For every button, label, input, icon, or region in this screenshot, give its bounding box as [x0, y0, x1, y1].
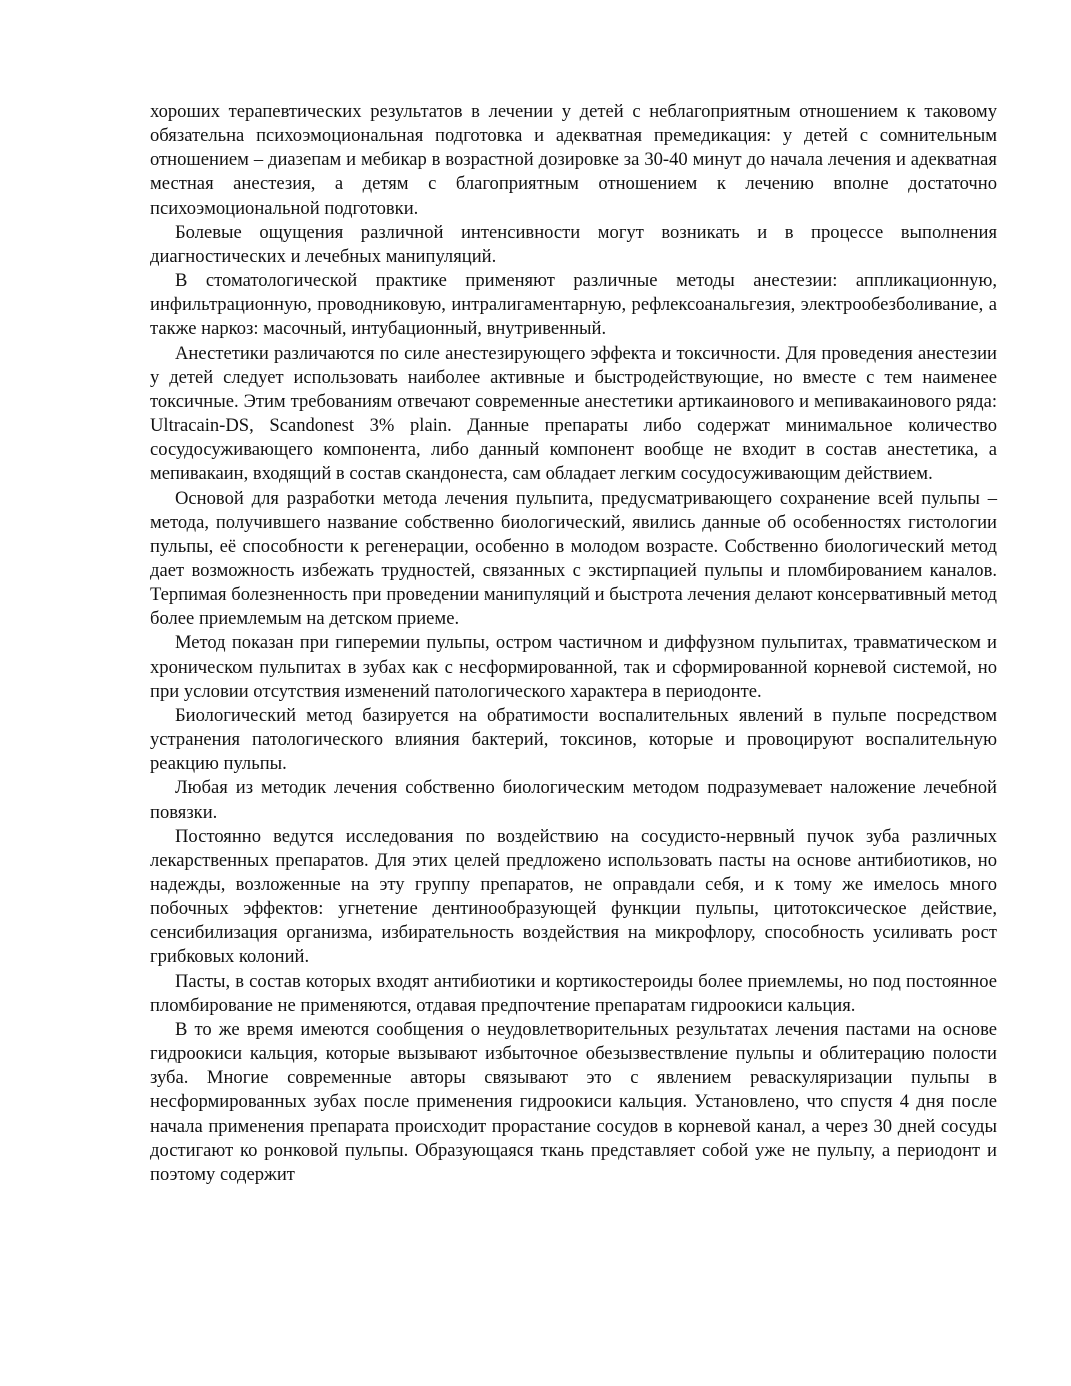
paragraph-8: Любая из методик лечения собственно биологическим методом подразумевает наложение лечебной повязки.	[150, 777, 997, 823]
paragraph-10: Пасты, в состав которых входят антибиотики и кортикостероиды более приемлемы, но под постоянное пломбирование не применяются, отдавая предпочтение препаратам гидроокиси кальция.	[150, 970, 997, 1016]
paragraph-3: В стоматологической практике применяют различные методы анестезии: аппликационную, инфильтрационную, проводниковую, интралигаментарную, рефлексоанальгезия, электрообезболивание, а также наркоз: масочный, интубационный, внутривенный.	[150, 270, 997, 340]
paragraph-6: Метод показан при гиперемии пульпы, остром частичном и диффузном пульпитах, травматическом и хроническом пульпитах в зубах как с несформированной, так и сформированной корневой системой, но при условии отсутствия изменений патологического характера в периодонте.	[150, 632, 997, 702]
paragraph-2: Болевые ощущения различной интенсивности могут возникать и в процессе выполнения диагностических и лечебных манипуляций.	[150, 221, 997, 267]
document-page	[150, 100, 997, 1187]
paragraph-11: В то же время имеются сообщения о неудовлетворительных результатах лечения пастами на основе гидроокиси кальция, которые вызывают избыточное обезызвествление пульпы и облитерацию полости зуба. Многие современные авторы связывают это с явлением реваскуляризации пульпы в несформированных зубах после применения гидроокиси кальция. Установлено, что спустя 4 дня после начала применения препарата происходит прорастание сосудов в корневой канал, а через 30 дней сосуды достигают ко ронковой пульпы. Образующаяся ткань представляет собой уже не пульпу, а периодонт и поэтому содержит	[150, 1018, 997, 1185]
paragraph-1: хороших терапевтических результатов в лечении у детей с неблагоприятным отношением к таковому обязательна психоэмоциональная подготовка и адекватная премедикация: у детей с сомнительным отношением – диазепам и мебикар в возрастной дозировке за 30-40 минут до начала лечения и адекватная местная анестезия, а детям с благоприятным отношением к лечению вполне достаточно психоэмоциональной подготовки.	[150, 101, 997, 219]
paragraph-4: Анестетики различаются по силе анестезирующего эффекта и токсичности. Для проведения анестезии у детей следует использовать наиболее активные и быстродействующие, но вместе с тем наименее токсичные. Этим требованиям отвечают современные анестетики артикаинового и мепивакаинового ряда: Ultracain-DS, Scandonest 3% plain. Данные препараты либо содержат минимальное количество сосудосуживающего компонента, либо данный компонент вообще не входит в состав анестетика, а мепивакаин, входящий в состав скандонеста, сам обладает легким сосудосуживающим действием.	[150, 342, 997, 485]
paragraph-5: Основой для разработки метода лечения пульпита, предусматривающего сохранение всей пульпы – метода, получившего название собственно биологический, явились данные об особенностях гистологии пульпы, её способности к регенерации, особенно в молодом возрасте. Собственно биологический метод дает возможность избежать трудностей, связанных с экстирпацией пульпы и пломбированием каналов. Терпимая болезненность при проведении манипуляций и быстрота лечения делают консервативный метод более приемлемым на детском приеме.	[150, 487, 997, 630]
paragraph-7: Биологический метод базируется на обратимости воспалительных явлений в пульпе посредством устранения патологического влияния бактерий, токсинов, которые и провоцируют воспалительную реакцию пульпы.	[150, 704, 997, 775]
paragraph-9: Постоянно ведутся исследования по воздействию на сосудисто-нервный пучок зуба различных лекарственных препаратов. Для этих целей предложено использовать пасты на основе антибиотиков, но надежды, возложенные на эту группу препаратов, не оправдали себя, и к тому же имелось много побочных эффектов: угнетение дентинообразующей функции пульпы, цитотоксическое действие, сенсибилизация организма, избирательность воздействия на микрофлору, способность усиливать рост грибковых колоний.	[150, 825, 997, 968]
